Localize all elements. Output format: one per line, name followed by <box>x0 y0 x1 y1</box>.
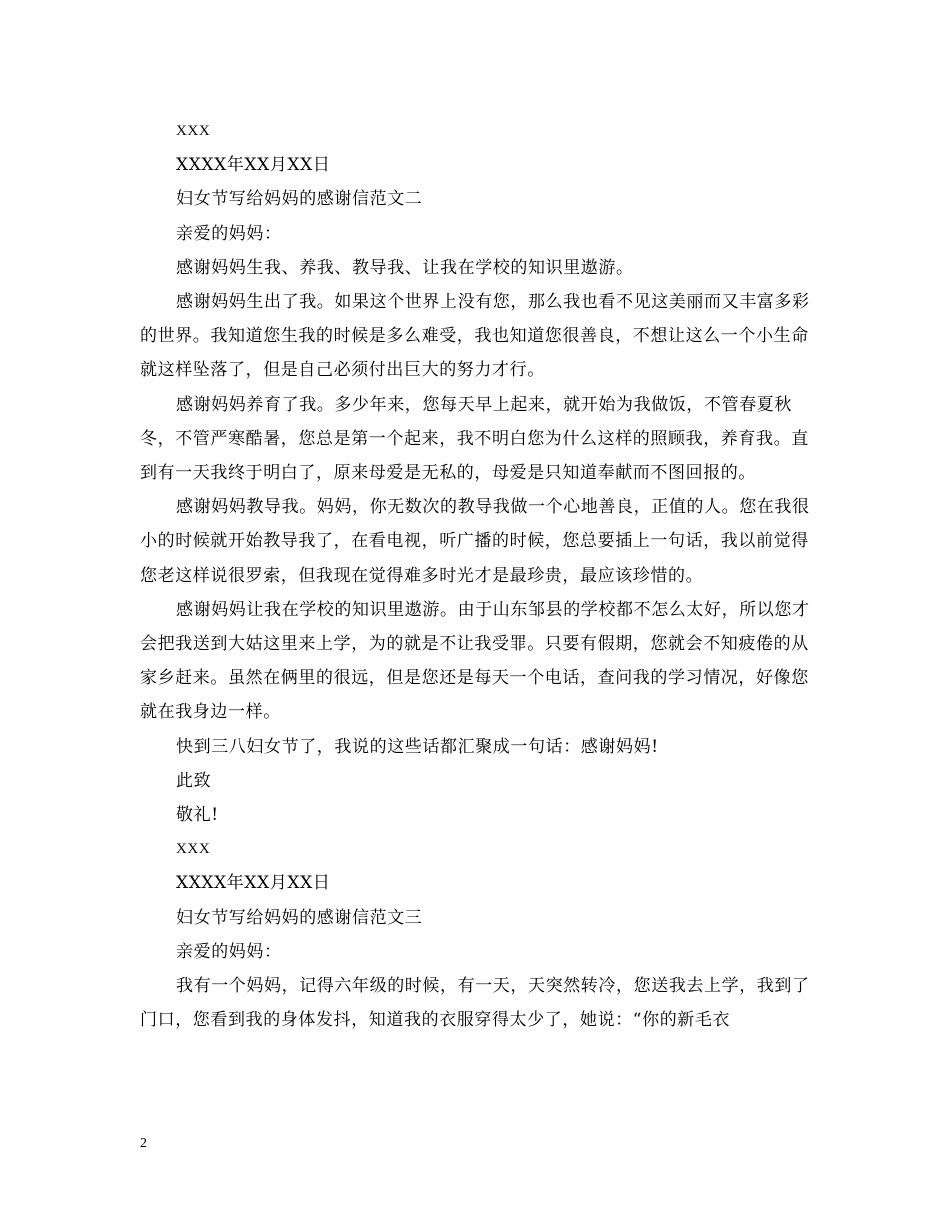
page-number: 2 <box>140 1136 147 1151</box>
body-paragraph: 感谢妈妈教导我。妈妈，你无数次的教导我做一个心地善良，正值的人。您在我很小的时候就开始教导我了，在看电视，听广播的时候，您总要插上一句话，我以前觉得您老这样说很罗索，但我现在觉得难多时光才是最珍贵，最应该珍惜的。 <box>140 497 810 586</box>
salutation: 亲爱的妈妈： <box>176 941 282 962</box>
signature-name: XXX <box>176 123 211 139</box>
closing-regards: 此致 <box>176 770 212 791</box>
salutation: 亲爱的妈妈： <box>176 223 282 244</box>
section-title: 妇女节写给妈妈的感谢信范文三 <box>176 907 423 928</box>
signature-date: XXXX年XX月XX日 <box>176 155 331 176</box>
closing-salute: 敬礼! <box>176 805 219 826</box>
body-paragraph: 感谢妈妈生出了我。如果这个世界上没有您，那么我也看不见这美丽而又丰富多彩的世界。我知道您生我的时候是多么难受，我也知道您很善良，不想让这么一个小生命就这样坠落了，但是自己必须付出巨大的努力才行。 <box>140 292 810 381</box>
document-body <box>140 114 812 1037</box>
body-paragraph: 感谢妈妈养育了我。多少年来，您每天早上起来，就开始为我做饭，不管春夏秋冬，不管严寒酷暑，您总是第一个起来，我不明白您为什么这样的照顾我，养育我。直到有一天我终于明白了，原来母爱是无私的，母爱是只知道奉献而不图回报的。 <box>140 394 809 484</box>
section-title: 妇女节写给妈妈的感谢信范文二 <box>176 189 423 210</box>
body-paragraph: 我有一个妈妈，记得六年级的时候，有一天，天突然转冷，您送我去上学，我到了门口，您看到我的身体发抖，知道我的衣服穿得太少了，她说：“你的新毛衣 <box>140 976 810 1031</box>
body-paragraph: 感谢妈妈让我在学校的知识里遨游。由于山东邹县的学校都不怎么太好，所以您才会把我送到大姑这里来上学，为的就是不让我受罪。只要有假期，您就会不知疲倦的从家乡赶来。虽然在俩里的很远，但是您还是每天一个电话，查问我的学习情况，好像您就在我身边一样。 <box>140 599 810 723</box>
intro-line: 感谢妈妈生我、养我、教导我、让我在学校的知识里遨游。 <box>176 257 634 278</box>
signature-date: XXXX年XX月XX日 <box>176 873 331 894</box>
signature-name: XXX <box>176 841 211 858</box>
closing-line: 快到三八妇女节了，我说的这些话都汇聚成一句话：感谢妈妈! <box>176 736 659 757</box>
